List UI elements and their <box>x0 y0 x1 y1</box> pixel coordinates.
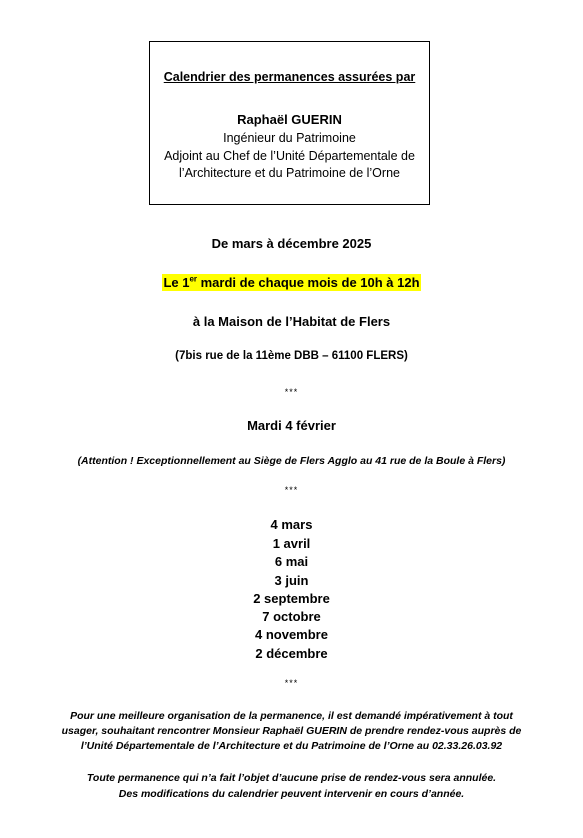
header-position-line1: Adjoint au Chef de l’Unité Départementale de <box>164 149 415 163</box>
date-item: 4 novembre <box>255 627 328 642</box>
header-box <box>149 41 430 205</box>
header-title: Calendrier des permanences assurées par <box>163 70 416 84</box>
location: à la Maison de l’Habitat de Flers <box>192 314 391 329</box>
notice-line3: l’Unité Départementale de l’Architecture et du Patrimoine de l’Orne au 02.33.26.03.92 <box>80 740 503 752</box>
period: De mars à décembre 2025 <box>211 236 372 251</box>
schedule-line <box>0 275 583 290</box>
date-item: 3 juin <box>274 573 309 588</box>
address: (7bis rue de la 11ème DBB – 61100 FLERS) <box>175 350 408 362</box>
notice-line2: usager, souhaitant rencontrer Monsieur Raphaël GUERIN de prendre rendez-vous auprès de <box>61 725 522 737</box>
schedule-highlight <box>162 274 420 291</box>
notice-line4: Toute permanence qui n’a fait l’objet d’aucune prise de rendez-vous sera annulée. <box>86 772 497 784</box>
schedule-prefix: Le 1 <box>163 275 190 290</box>
exception-date: Mardi 4 février <box>247 418 336 433</box>
date-item: 7 octobre <box>262 609 321 624</box>
date-item: 1 avril <box>272 536 311 551</box>
exception-note: (Attention ! Exceptionnellement au Siège de Flers Agglo au 41 rue de la Boule à Flers) <box>77 455 506 467</box>
date-item: 6 mai <box>274 554 309 569</box>
date-item: 2 décembre <box>255 646 328 661</box>
schedule-suffix: mardi de chaque mois de 10h à 12h <box>197 275 420 290</box>
separator-3: *** <box>284 678 299 688</box>
header-role: Ingénieur du Patrimoine <box>223 131 356 145</box>
header-position-line2: l’Architecture et du Patrimoine de l’Orne <box>179 166 400 180</box>
separator-1: *** <box>284 387 299 397</box>
notice-line5: Des modifications du calendrier peuvent intervenir en cours d’année. <box>118 788 465 800</box>
schedule-superscript: er <box>189 274 198 284</box>
notice-line1: Pour une meilleure organisation de la permanence, il est demandé impérativement à tout <box>70 710 513 722</box>
separator-2: *** <box>284 485 299 495</box>
date-item: 4 mars <box>270 517 313 532</box>
date-item: 2 septembre <box>253 591 330 606</box>
header-name: Raphaël GUERIN <box>237 112 342 127</box>
